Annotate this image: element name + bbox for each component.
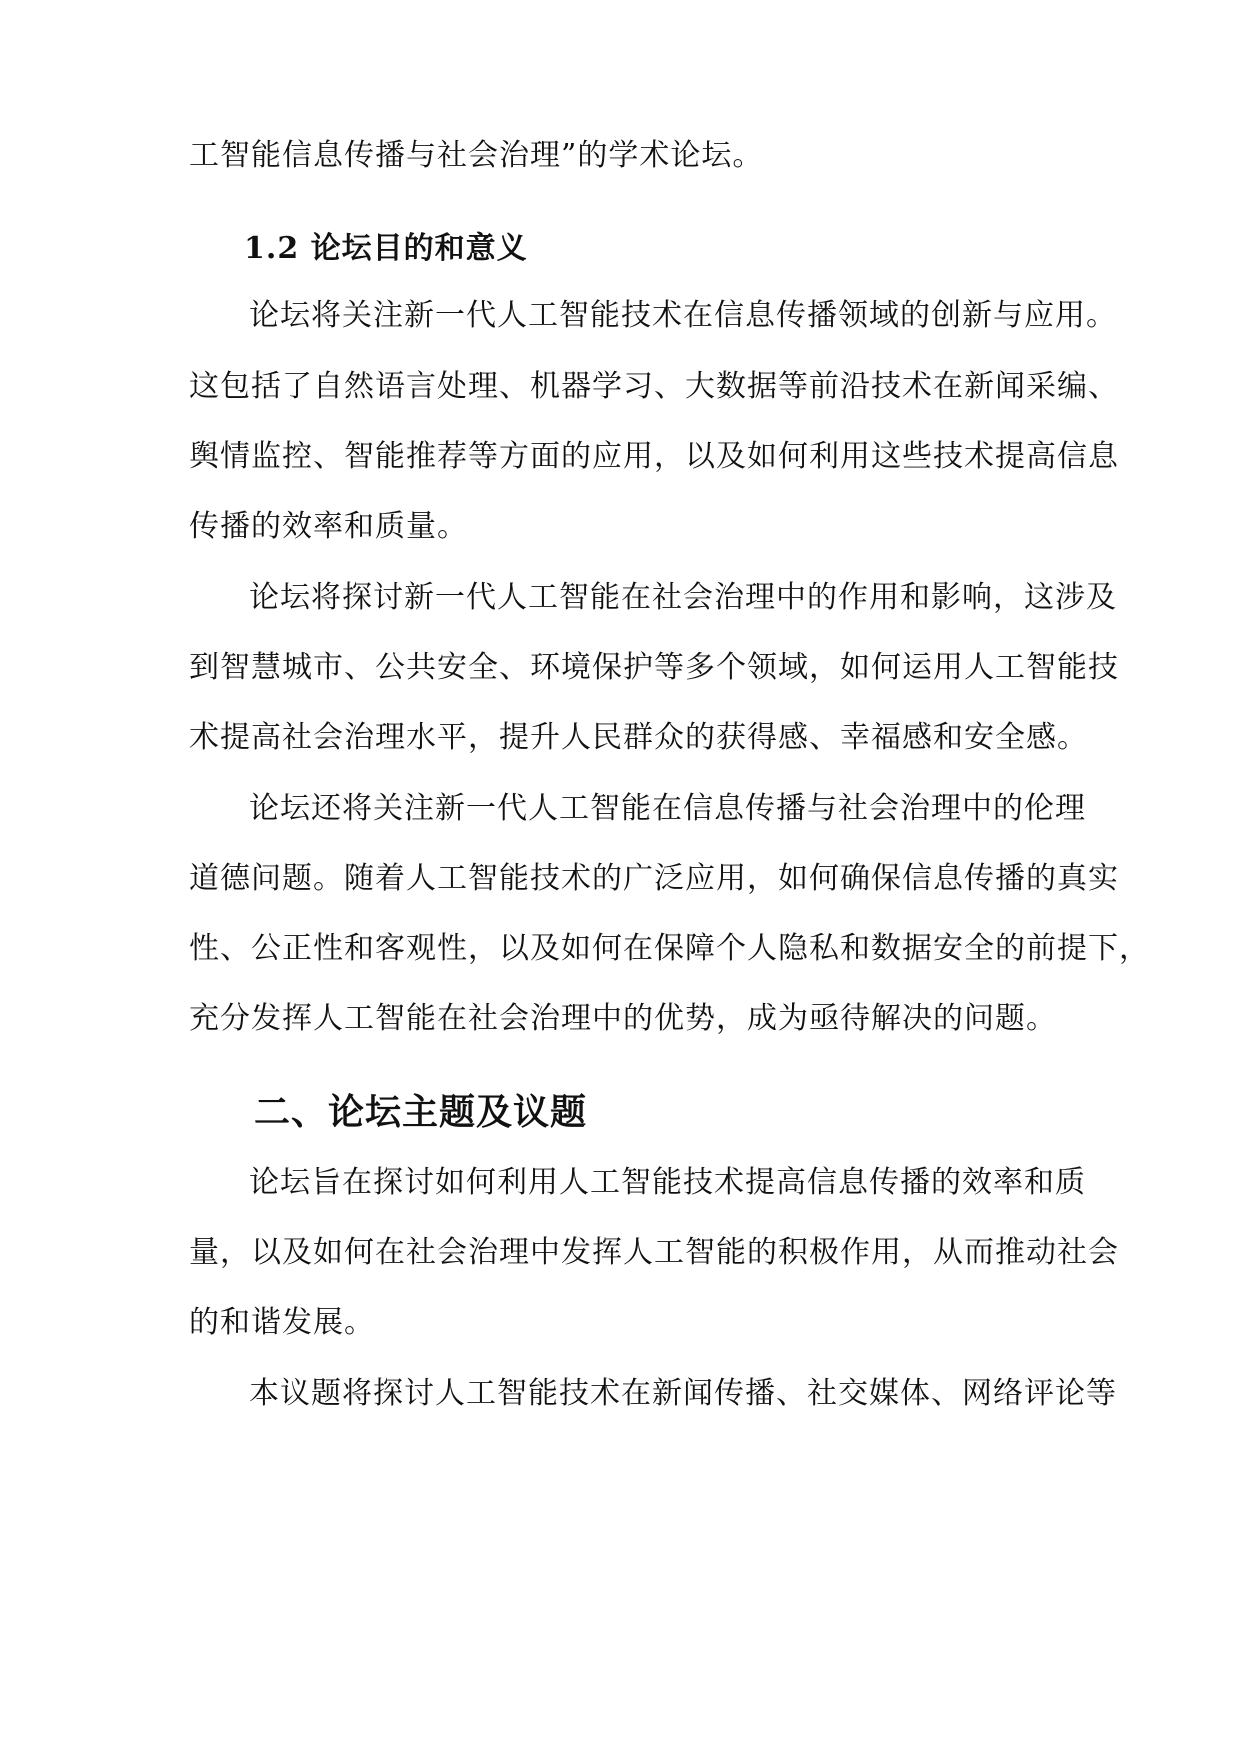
section-1-2-title: 1.2 论坛目的和意义 — [244, 231, 528, 266]
paragraph-line: 本议题将探讨人工智能技术在新闻传播、社交媒体、网络评论等 — [249, 1376, 1117, 1411]
paragraph-line: 这包括了自然语言处理、机器学习、大数据等前沿技术在新闻采编、 — [189, 369, 1119, 404]
paragraph-line: 论坛将探讨新一代人工智能在社会治理中的作用和影响，这涉及 — [249, 580, 1117, 615]
paragraph-line: 到智慧城市、公共安全、环境保护等多个领域，如何运用人工智能技 — [189, 650, 1119, 685]
paragraph-line: 充分发挥人工智能在社会治理中的优势，成为亟待解决的问题。 — [189, 1001, 1057, 1036]
section-2-title: 二、论坛主题及议题 — [254, 1091, 588, 1133]
paragraph-line: 论坛还将关注新一代人工智能在信息传播与社会治理中的伦理 — [249, 791, 1086, 826]
paragraph-line: 量，以及如何在社会治理中发挥人工智能的积极作用，从而推动社会 — [189, 1235, 1119, 1270]
paragraph-line: 术提高社会治理水平，提升人民群众的获得感、幸福感和安全感。 — [189, 720, 1088, 755]
paragraph-line: 的和谐发展。 — [189, 1305, 375, 1340]
paragraph-line: 舆情监控、智能推荐等方面的应用，以及如何利用这些技术提高信息 — [189, 439, 1119, 474]
paragraph-line: 性、公正性和客观性，以及如何在保障个人隐私和数据安全的前提下， — [189, 931, 1150, 966]
paragraph-line: 传播的效率和质量。 — [189, 509, 468, 544]
paragraph-line: 道德问题。随着人工智能技术的广泛应用，如何确保信息传播的真实 — [189, 861, 1119, 896]
paragraph-line: 论坛将关注新一代人工智能技术在信息传播领域的创新与应用。 — [249, 298, 1117, 333]
paragraph-line: 论坛旨在探讨如何利用人工智能技术提高信息传播的效率和质 — [249, 1165, 1086, 1200]
intro-tail-line: 工智能信息传播与社会治理”的学术论坛。 — [189, 138, 764, 173]
